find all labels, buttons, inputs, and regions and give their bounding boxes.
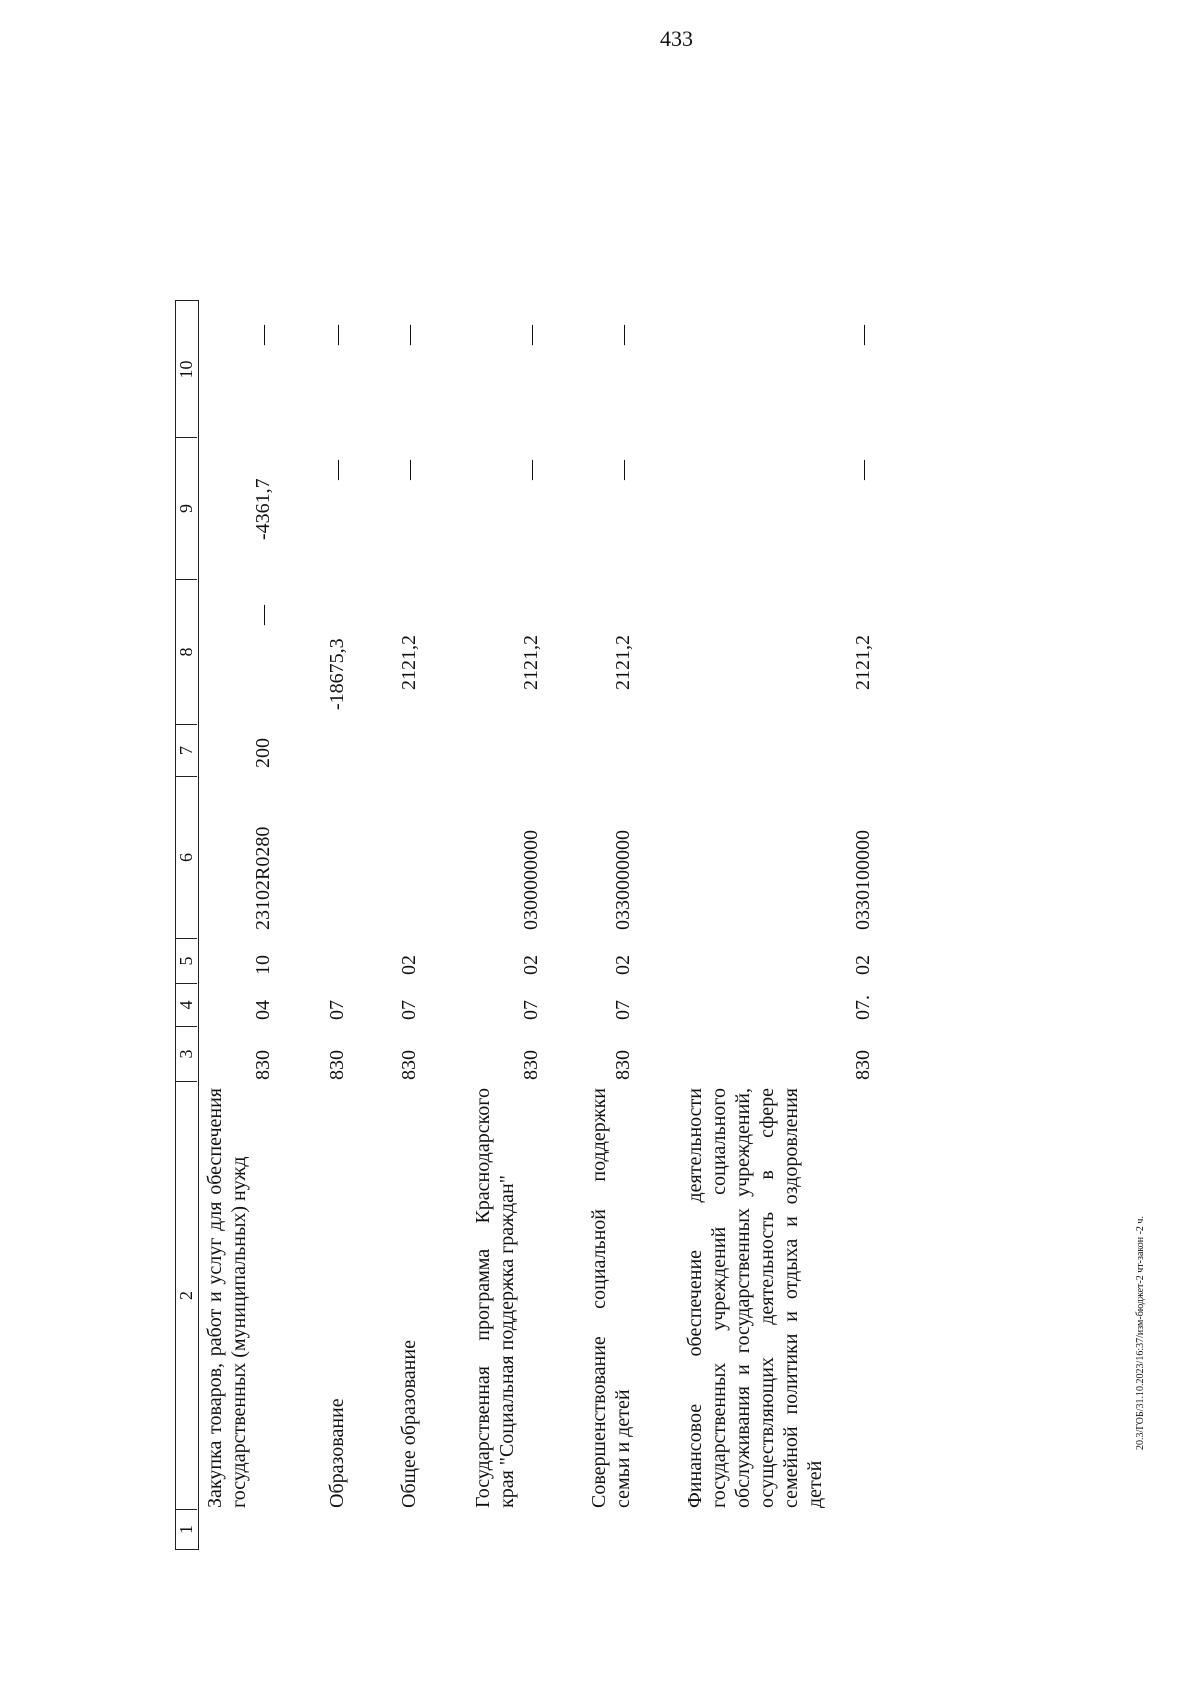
table-row xyxy=(587,300,657,1550)
row-name: Общее образование xyxy=(398,1340,420,1508)
row-c3: 830 xyxy=(612,1050,634,1080)
row-c10: — xyxy=(398,325,420,345)
table-header xyxy=(175,300,199,1550)
row-c9: — xyxy=(326,460,348,480)
row-c5: 02 xyxy=(612,955,634,975)
header-col-9: 9 xyxy=(176,437,197,579)
page-number: 433 xyxy=(660,26,693,51)
row-c3: 830 xyxy=(852,1050,874,1080)
table-row xyxy=(203,300,313,1550)
header-col-4: 4 xyxy=(176,983,197,1026)
row-c8: 2121,2 xyxy=(852,635,874,690)
row-c6: 23102R0280 xyxy=(252,826,274,930)
row-c8: — xyxy=(252,605,274,625)
row-name: Образование xyxy=(326,1398,348,1508)
row-c4: 07 xyxy=(520,1000,542,1020)
row-c9: — xyxy=(520,460,542,480)
row-c7: 200 xyxy=(252,738,274,768)
footer-code: 20.3/ГОБ/31.10.2023/16:37/изм-бюджет-2 чт-закон -2 ч. xyxy=(1135,1216,1146,1450)
row-name: Финансовое обеспечение деятельности государственных учреждений социального обслуживания и государственных учреждений, осуществляющих деятельность в сфере семейной политики и отдыха и оздоровления детей xyxy=(684,1088,826,1508)
row-c6: 0330000000 xyxy=(612,830,634,930)
header-col-8: 8 xyxy=(176,579,197,724)
header-col-3: 3 xyxy=(176,1026,197,1081)
row-c4: 07 xyxy=(398,1000,420,1020)
row-c3: 830 xyxy=(252,1050,274,1080)
row-c4: 07 xyxy=(326,1000,348,1020)
row-name: Закупка товаров, работ и услуг для обеспечения государственных (муниципальных) нужд xyxy=(204,1088,250,1508)
row-c8: 2121,2 xyxy=(520,635,542,690)
row-c10: — xyxy=(612,325,634,345)
budget-table xyxy=(175,300,965,1550)
row-c10: — xyxy=(326,325,348,345)
row-c9: — xyxy=(398,460,420,480)
row-c5: 02 xyxy=(520,955,542,975)
table-row xyxy=(471,300,561,1550)
row-c3: 830 xyxy=(398,1050,420,1080)
row-c5: 10 xyxy=(252,955,274,975)
row-c10: — xyxy=(852,325,874,345)
row-c8: 2121,2 xyxy=(612,635,634,690)
row-c5: 02 xyxy=(398,955,420,975)
row-name: Государственная программа Краснодарского края "Социальная поддержка граждан" xyxy=(472,1088,518,1508)
row-c8: 2121,2 xyxy=(398,635,420,690)
row-c4: 07. xyxy=(852,995,874,1020)
row-c6: 0300000000 xyxy=(520,830,542,930)
header-col-6: 6 xyxy=(176,776,197,938)
row-c10: — xyxy=(252,325,274,345)
row-c4: 04 xyxy=(252,1000,274,1020)
table-row xyxy=(683,300,873,1550)
row-c3: 830 xyxy=(326,1050,348,1080)
header-col-1: 1 xyxy=(176,1509,197,1549)
table-row xyxy=(397,300,447,1550)
row-c9: — xyxy=(852,460,874,480)
row-c6: 0330100000 xyxy=(852,830,874,930)
row-c4: 07 xyxy=(612,1000,634,1020)
row-c9: — xyxy=(612,460,634,480)
header-col-10: 10 xyxy=(176,360,196,379)
table-row xyxy=(325,300,375,1550)
row-c5: 02 xyxy=(852,955,874,975)
header-col-2: 2 xyxy=(176,1081,197,1509)
header-col-7: 7 xyxy=(176,724,197,776)
row-c3: 830 xyxy=(520,1050,542,1080)
header-col-5: 5 xyxy=(176,938,197,983)
row-c10: — xyxy=(520,325,542,345)
row-c9: -4361,7 xyxy=(252,478,274,540)
row-name: Совершенствование социальной поддержки семьи и детей xyxy=(588,1088,634,1508)
row-c8: -18675,3 xyxy=(326,638,348,710)
